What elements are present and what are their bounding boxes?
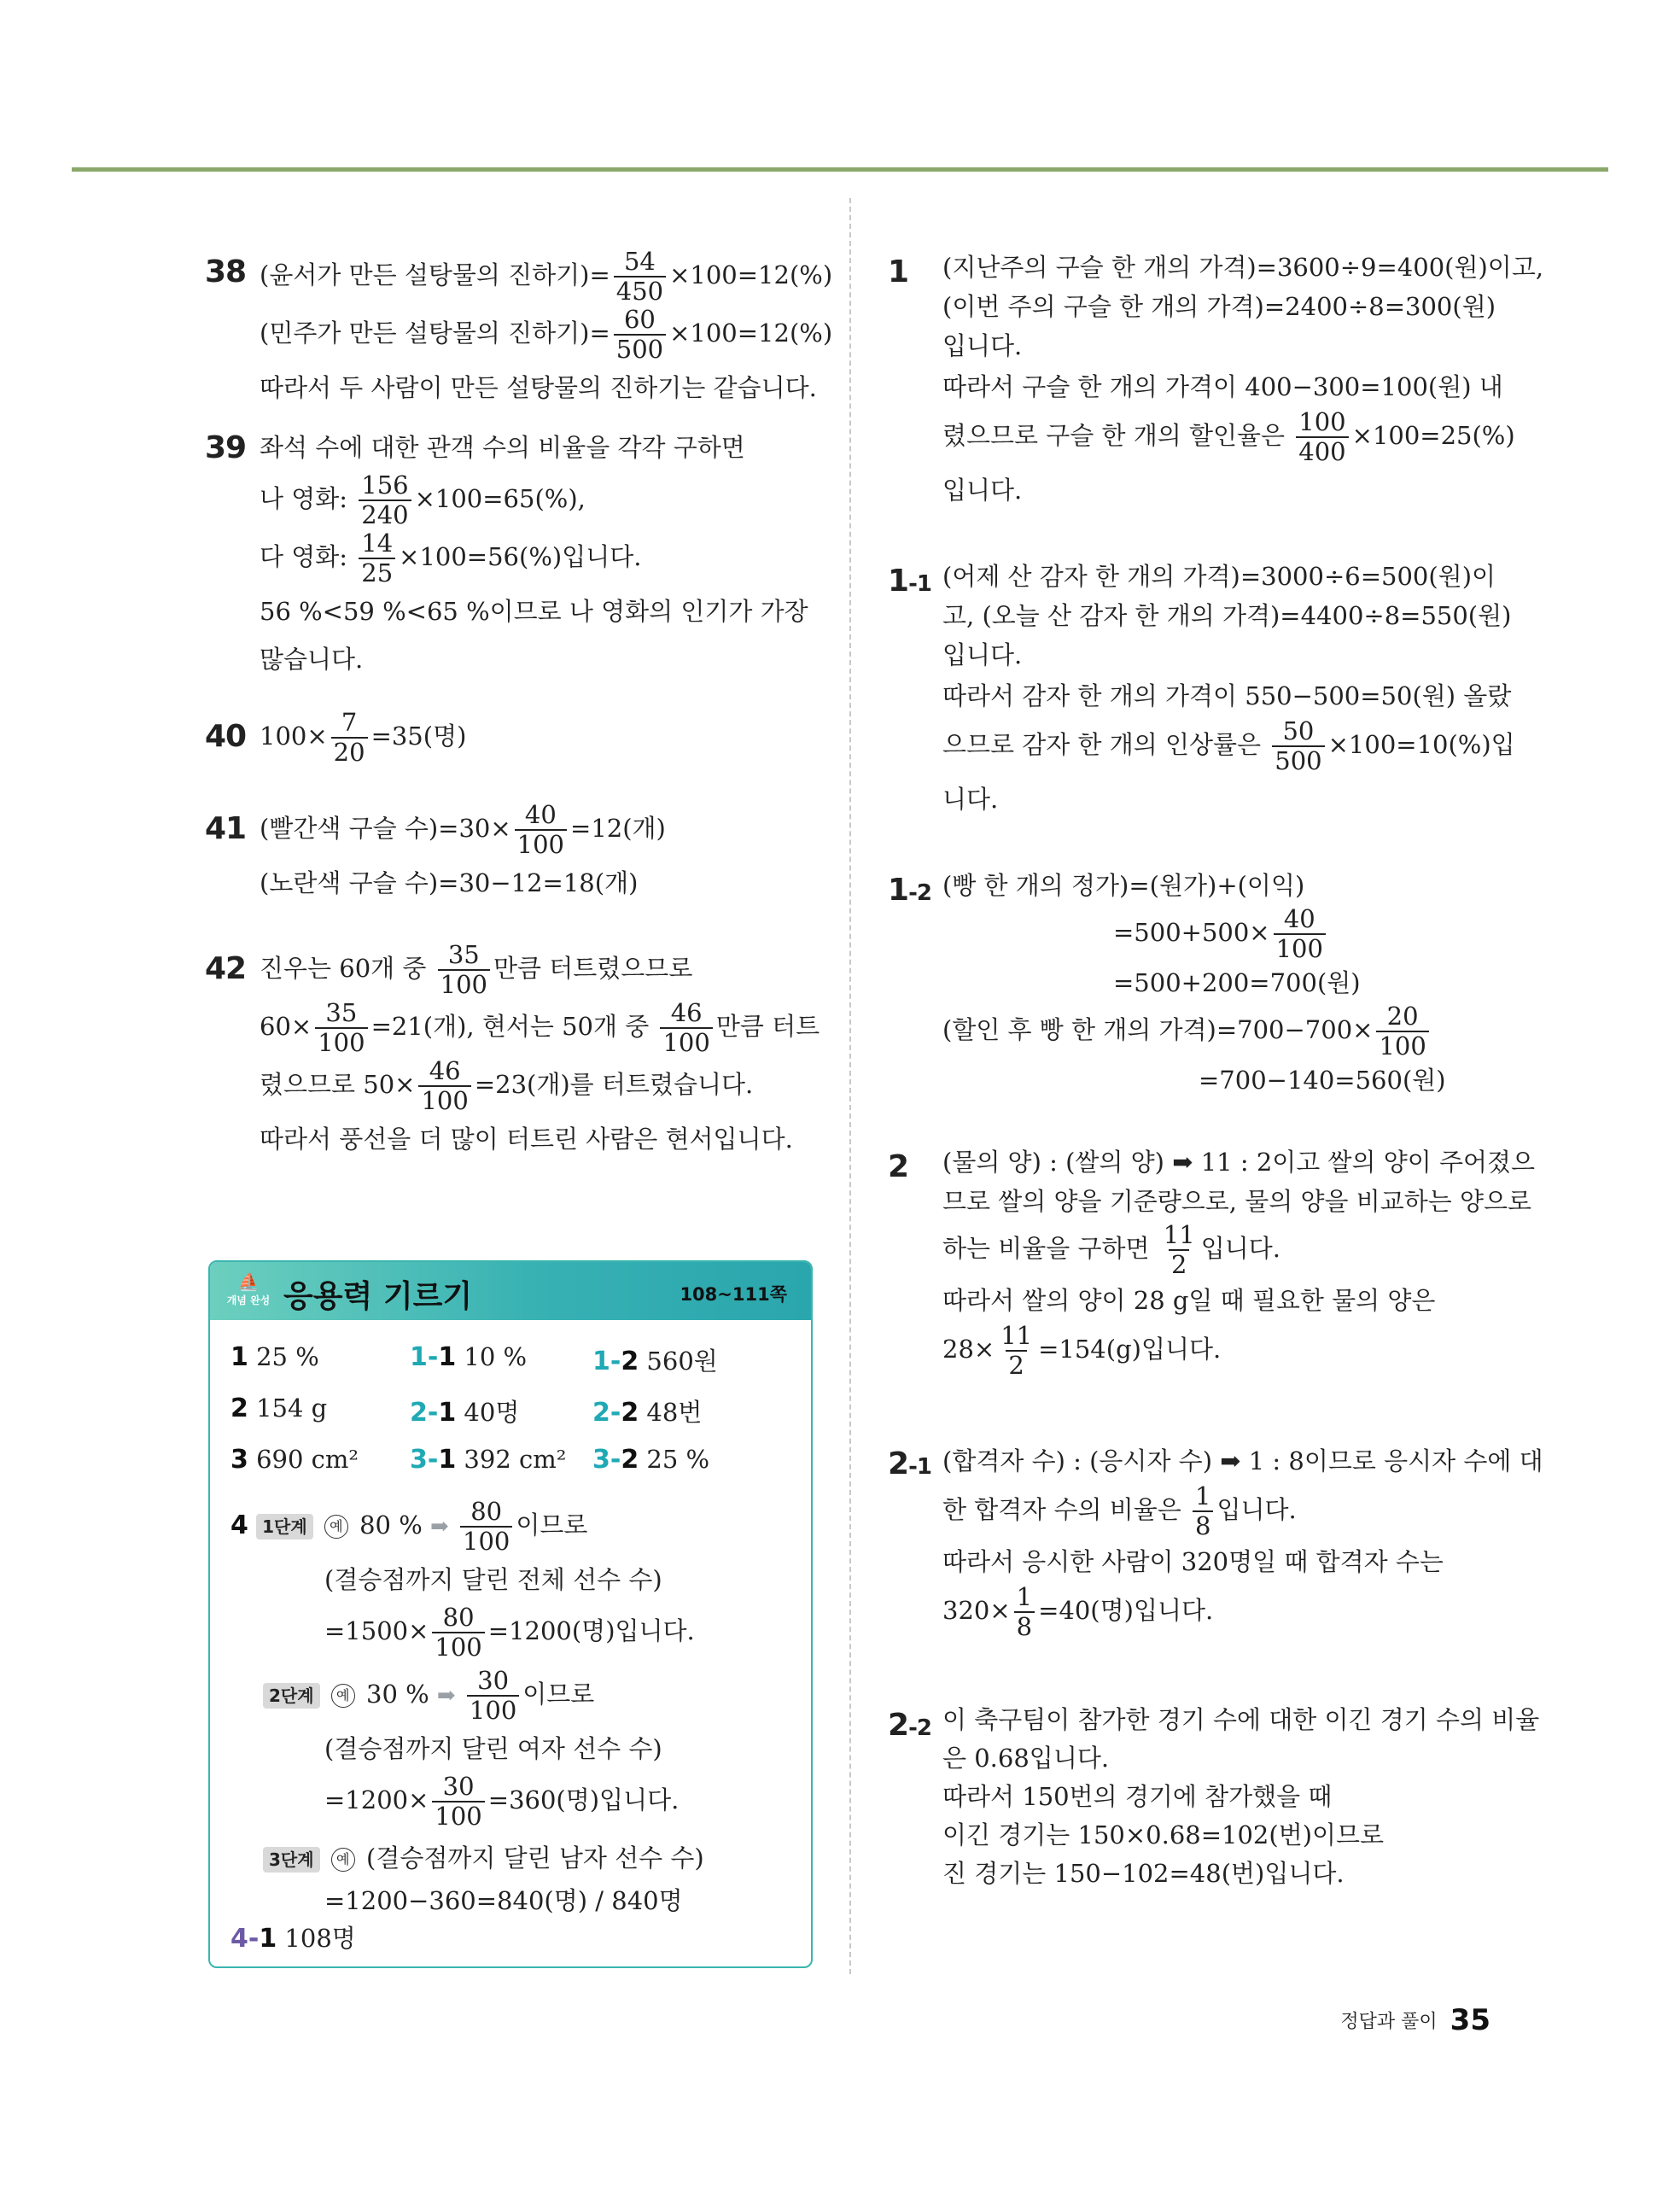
solution-line: (빵 한 개의 정가)=(원가)+(이익) bbox=[942, 871, 1305, 900]
box-title: 응용력 기르기 bbox=[283, 1279, 473, 1314]
answer-item: 3 690 cm² bbox=[230, 1445, 359, 1475]
answer-item: 3-2 25 % bbox=[592, 1445, 710, 1475]
answer-item: 4-1 108명 bbox=[230, 1924, 356, 1954]
fraction: $\frac{1}{8}$ bbox=[1193, 1482, 1213, 1540]
fraction: $\frac{7}{20}$ bbox=[331, 709, 368, 767]
problem-2-2 bbox=[888, 1701, 1540, 1893]
solution-line: (지난주의 구슬 한 개의 가격)=3600÷9=400(원)이고, bbox=[942, 253, 1544, 282]
solution-line: 이 축구팀이 참가한 경기 수에 대한 이긴 경기 수의 비율 bbox=[942, 1705, 1540, 1734]
arrow-right-icon: ➡ bbox=[436, 1683, 456, 1709]
solution-line: 좌석 수에 대한 관객 수의 비율을 각각 구하면 bbox=[260, 433, 745, 462]
fraction: $\frac{40}{100}$ bbox=[1274, 905, 1326, 963]
solution-line: 입니다. bbox=[942, 640, 1023, 669]
solution-line: 다 영화: $\frac{14}{25}$ ×100=56(%)입니다. bbox=[260, 529, 642, 587]
problem-number: 2-2 bbox=[888, 1708, 931, 1743]
fraction: $\frac{30}{100}$ bbox=[467, 1667, 519, 1725]
page-footer bbox=[1340, 2003, 1490, 2037]
solution-line: 이긴 경기는 150×0.68=102(번)이므로 bbox=[942, 1820, 1385, 1849]
fraction: $\frac{30}{100}$ bbox=[432, 1773, 484, 1831]
solution-line: (물의 양) : (쌀의 양) ➡ 11 : 2이고 쌀의 양이 주어졌으 bbox=[942, 1148, 1536, 1177]
solution-line: 으므로 감자 한 개의 인상률은 $\frac{50}{500}$ ×100=10(%)입 bbox=[942, 716, 1515, 775]
solution-line: (어제 산 감자 한 개의 가격)=3000÷6=500(원)이 bbox=[942, 562, 1496, 591]
step-3: 3단계 예 (결승점까지 달린 남자 선수 수) bbox=[230, 1834, 794, 1882]
arrow-right-icon: ➡ bbox=[430, 1514, 449, 1540]
answer-item: 1 25 % bbox=[230, 1342, 319, 1372]
problem-number: 42 bbox=[205, 951, 247, 986]
solution-line: (할인 후 빵 한 개의 가격)=700−700× $\frac{20}{100}$ bbox=[942, 1002, 1496, 1060]
footer-label: 정답과 풀이 bbox=[1340, 2011, 1438, 2033]
solution-line: =500+500× $\frac{40}{100}$ bbox=[942, 905, 1496, 963]
problem-number: 40 bbox=[205, 719, 247, 754]
solution-line: 하는 비율을 구하면 $\frac{11}{2}$ 입니다. bbox=[942, 1220, 1280, 1279]
solution-line: 한 합격자 수의 비율은 $\frac{1}{8}$ 입니다. bbox=[942, 1481, 1297, 1540]
solution-line: =1200× $\frac{30}{100}$ =360(명)입니다. bbox=[324, 1772, 680, 1831]
solution-line: =700−140=560(원) bbox=[1199, 1066, 1446, 1095]
problem-number: 2 bbox=[888, 1149, 909, 1184]
solution-line: 따라서 구슬 한 개의 가격이 400−300=100(원) 내 bbox=[942, 372, 1503, 401]
answer-summary-box bbox=[208, 1260, 813, 1968]
solution-line: 은 0.68입니다. bbox=[942, 1744, 1110, 1773]
problem-number: 1-2 bbox=[888, 873, 931, 908]
problem-number: 38 bbox=[205, 254, 247, 289]
solution-line: (노란색 구슬 수)=30−12=18(개) bbox=[260, 868, 639, 897]
solution-line: (결승점까지 달린 여자 선수 수) bbox=[324, 1734, 662, 1763]
example-mark: 예 bbox=[324, 1515, 348, 1539]
fraction: $\frac{80}{100}$ bbox=[460, 1498, 512, 1556]
answer-item: 2-2 48번 bbox=[592, 1398, 703, 1428]
solution-line: =1500× $\frac{80}{100}$ =1200(명)입니다. bbox=[324, 1603, 695, 1662]
solution-line: 므로 쌀의 양을 기준량으로, 물의 양을 비교하는 양으로 bbox=[942, 1187, 1532, 1216]
problem-40 bbox=[205, 709, 820, 767]
answer-item: 1-1 10 % bbox=[410, 1342, 528, 1372]
fraction: $\frac{46}{100}$ bbox=[660, 999, 712, 1057]
solution-line: 많습니다. bbox=[260, 645, 364, 674]
problem-number: 1 bbox=[888, 254, 909, 289]
right-column bbox=[888, 248, 1544, 1893]
solution-line: 나 영화: $\frac{156}{240}$ ×100=65(%), bbox=[260, 470, 586, 529]
fraction: $\frac{50}{500}$ bbox=[1272, 717, 1324, 775]
solution-line: 입니다. bbox=[942, 331, 1023, 360]
fraction: $\frac{20}{100}$ bbox=[1376, 1002, 1428, 1060]
solution-line: (빨간색 구슬 수)=30× $\frac{40}{100}$ =12(개) bbox=[260, 800, 666, 859]
solution-line: 진 경기는 150−102=48(번)입니다. bbox=[942, 1859, 1345, 1888]
page-range: 108~111쪽 bbox=[680, 1284, 787, 1305]
solution-line: 입니다. bbox=[942, 476, 1023, 505]
answer-item: 3-1 392 cm² bbox=[410, 1445, 567, 1475]
fraction: $\frac{14}{25}$ bbox=[359, 529, 395, 587]
solution-line: 따라서 쌀의 양이 28 g일 때 필요한 물의 양은 bbox=[942, 1286, 1436, 1315]
solution-line: 100× $\frac{7}{20}$ =35(명) bbox=[260, 708, 467, 767]
step-label: 1단계 bbox=[256, 1514, 313, 1540]
problem-number: 39 bbox=[205, 430, 247, 465]
solution-line: 따라서 풍선을 더 많이 터트린 사람은 현서입니다. bbox=[260, 1125, 793, 1154]
problem-number: 41 bbox=[205, 811, 247, 846]
solution-line: 따라서 응시한 사람이 320명일 때 합격자 수는 bbox=[942, 1547, 1444, 1576]
fraction: $\frac{46}{100}$ bbox=[418, 1057, 470, 1115]
fraction: $\frac{1}{8}$ bbox=[1014, 1583, 1035, 1641]
fraction: $\frac{60}{500}$ bbox=[614, 306, 666, 364]
solution-line: 진우는 60개 중 $\frac{35}{100}$ 만큼 터트렸으므로 bbox=[260, 940, 693, 999]
problem-41 bbox=[205, 801, 820, 907]
solution-line: (윤서가 만든 설탕물의 진하기)= $\frac{54}{450}$ ×100=12(%) bbox=[260, 247, 833, 306]
solution-line: =500+200=700(원) bbox=[1113, 968, 1361, 997]
fraction: $\frac{80}{100}$ bbox=[432, 1604, 484, 1662]
fraction: $\frac{35}{100}$ bbox=[315, 999, 367, 1057]
solution-line: (결승점까지 달린 전체 선수 수) bbox=[324, 1565, 662, 1594]
example-mark: 예 bbox=[331, 1848, 355, 1872]
fraction: $\frac{54}{450}$ bbox=[614, 248, 666, 306]
answer-item: 2-1 40명 bbox=[410, 1398, 520, 1428]
box-header bbox=[210, 1262, 811, 1320]
problem-number: 2-1 bbox=[888, 1446, 931, 1481]
badge bbox=[224, 1271, 273, 1313]
problem-2 bbox=[888, 1142, 1536, 1380]
step-label: 3단계 bbox=[263, 1847, 320, 1873]
boat-icon: ⛵ bbox=[237, 1271, 260, 1292]
left-column bbox=[205, 247, 833, 1163]
fraction: $\frac{11}{2}$ bbox=[1163, 1220, 1195, 1279]
solution-line: 고, (오늘 산 감자 한 개의 가격)=4400÷8=550(원) bbox=[942, 601, 1512, 630]
column-divider bbox=[849, 198, 851, 1974]
solution-line: 따라서 감자 한 개의 가격이 550−500=50(원) 올랐 bbox=[942, 681, 1512, 710]
solution-line: 28× $\frac{11}{2}$ =154(g)입니다. bbox=[942, 1321, 1222, 1380]
step-1: 4 1단계 예 80 % ➡ $\frac{80}{100}$ 이므로 bbox=[230, 1497, 588, 1556]
problem-38 bbox=[205, 247, 833, 412]
problem-1-1 bbox=[888, 557, 1515, 823]
example-mark: 예 bbox=[331, 1684, 355, 1708]
problem-39 bbox=[205, 424, 820, 683]
fraction: $\frac{100}{400}$ bbox=[1296, 408, 1348, 466]
problem-number: 1-1 bbox=[888, 564, 931, 599]
solution-line: 56 %<59 %<65 %이므로 나 영화의 인기가 가장 bbox=[260, 597, 808, 626]
fraction: $\frac{156}{240}$ bbox=[359, 471, 411, 529]
step-2: 2단계 예 30 % ➡ $\frac{30}{100}$ 이므로 bbox=[230, 1667, 794, 1725]
solution-line: 320× $\frac{1}{8}$ =40(명)입니다. bbox=[942, 1582, 1214, 1641]
solution-line: 따라서 150번의 경기에 참가했을 때 bbox=[942, 1782, 1333, 1811]
badge-label: 개념 완성 bbox=[226, 1294, 271, 1306]
solution-line: 따라서 두 사람이 만든 설탕물의 진하기는 같습니다. bbox=[260, 373, 817, 402]
solution-line: =1200−360=840(명) / 840명 bbox=[324, 1886, 683, 1915]
fraction: $\frac{35}{100}$ bbox=[438, 941, 490, 999]
problem-1 bbox=[888, 248, 1544, 514]
problem-2-1 bbox=[888, 1440, 1543, 1641]
solution-line: (이번 주의 구슬 한 개의 가격)=2400÷8=300(원) bbox=[942, 292, 1496, 321]
fraction: $\frac{40}{100}$ bbox=[515, 801, 567, 859]
step-label: 2단계 bbox=[263, 1683, 320, 1709]
solution-line: 니다. bbox=[942, 785, 999, 814]
answer-item: 1-2 560원 bbox=[592, 1347, 718, 1376]
solution-line: 렸으므로 50× $\frac{46}{100}$ =23(개)를 터트렸습니다. bbox=[260, 1056, 754, 1115]
page-number: 35 bbox=[1450, 2003, 1490, 2037]
question-4 bbox=[230, 1498, 794, 1919]
solution-line: (합격자 수) : (응시자 수) ➡ 1 : 8이므로 응시자 수에 대 bbox=[942, 1446, 1543, 1475]
top-rule bbox=[72, 167, 1608, 172]
problem-1-2 bbox=[888, 866, 1496, 1100]
solution-line: 60× $\frac{35}{100}$ =21(개), 현서는 50개 중 $\frac{46}{100}$ 만큼 터트 bbox=[260, 998, 820, 1057]
solution-line: (민주가 만든 설탕물의 진하기)= $\frac{60}{500}$ ×100=12(%) bbox=[260, 305, 833, 364]
problem-42 bbox=[205, 941, 820, 1163]
solution-line: 렸으므로 구슬 한 개의 할인율은 $\frac{100}{400}$ ×100=25(%) bbox=[942, 407, 1515, 466]
answer-item: 2 154 g bbox=[230, 1393, 328, 1423]
fraction: $\frac{11}{2}$ bbox=[1000, 1321, 1033, 1380]
